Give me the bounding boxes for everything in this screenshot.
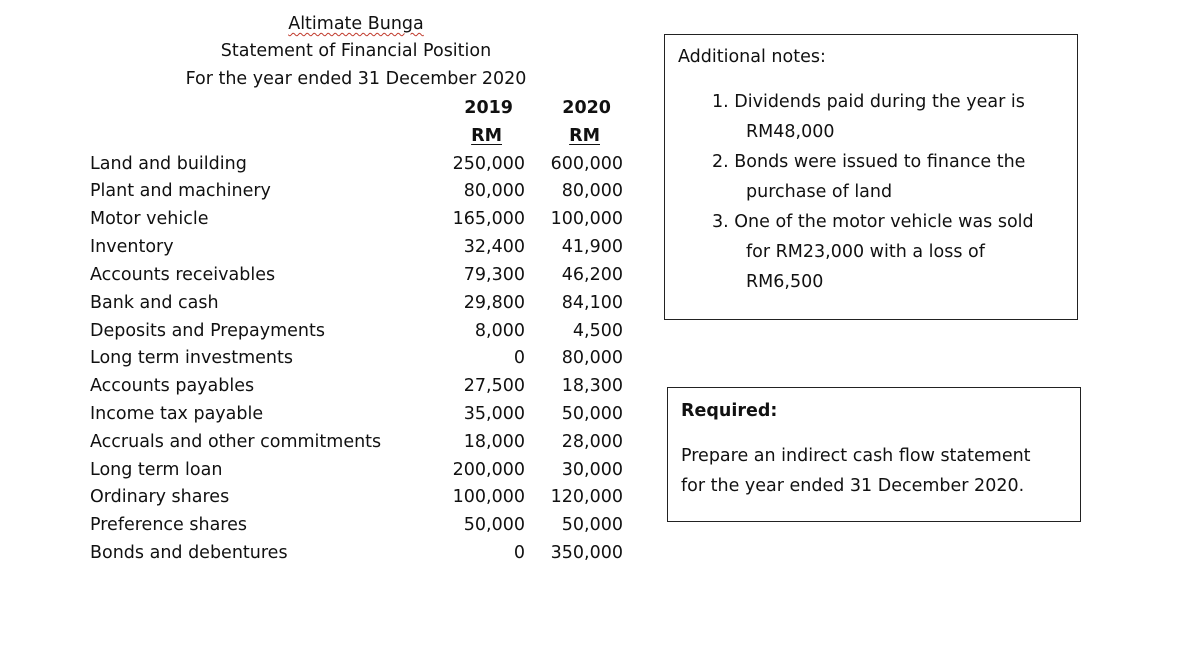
value-2019: 250,000 bbox=[452, 154, 525, 174]
value-2020: 120,000 bbox=[550, 487, 623, 507]
column-currency-2019: RM bbox=[471, 126, 502, 146]
row-label: Motor vehicle bbox=[90, 209, 209, 229]
column-year-2020: 2020 bbox=[562, 98, 611, 118]
table-row bbox=[90, 177, 625, 205]
statement-title: Statement of Financial Position bbox=[220, 41, 492, 61]
row-label: Ordinary shares bbox=[90, 487, 230, 507]
value-2019: 29,800 bbox=[463, 293, 525, 313]
company-name bbox=[160, 10, 552, 38]
value-2020: 41,900 bbox=[561, 237, 623, 257]
additional-notes-box bbox=[664, 34, 1078, 320]
table-row bbox=[90, 205, 625, 233]
table-row bbox=[90, 511, 625, 539]
row-label: Plant and machinery bbox=[90, 181, 271, 201]
table-row bbox=[90, 456, 625, 484]
notes-title: Additional notes: bbox=[678, 47, 826, 67]
value-2019: 79,300 bbox=[463, 265, 525, 285]
row-label: Income tax payable bbox=[90, 404, 264, 424]
table-row bbox=[90, 289, 625, 317]
value-2019: 35,000 bbox=[463, 404, 525, 424]
value-2020: 28,000 bbox=[561, 432, 623, 452]
value-2020: 350,000 bbox=[550, 543, 623, 563]
value-2020: 600,000 bbox=[550, 154, 623, 174]
note-text-continued: RM48,000 bbox=[746, 122, 835, 142]
note-text: 3. One of the motor vehicle was sold bbox=[712, 212, 1034, 232]
value-2020: 84,100 bbox=[561, 293, 623, 313]
table-row bbox=[90, 261, 625, 289]
value-2019: 80,000 bbox=[463, 181, 525, 201]
table-row bbox=[90, 344, 625, 372]
value-2019: 8,000 bbox=[474, 321, 525, 341]
note-item-3 bbox=[712, 207, 1034, 297]
value-2020: 46,200 bbox=[561, 265, 623, 285]
table-row bbox=[90, 539, 625, 567]
row-label: Bonds and debentures bbox=[90, 543, 288, 563]
table-row bbox=[90, 150, 625, 178]
row-label: Accounts payables bbox=[90, 376, 255, 396]
table-row bbox=[90, 372, 625, 400]
value-2019: 27,500 bbox=[463, 376, 525, 396]
value-2020: 18,300 bbox=[561, 376, 623, 396]
value-2020: 30,000 bbox=[561, 460, 623, 480]
note-item-1 bbox=[712, 87, 1025, 147]
table-row bbox=[90, 317, 625, 345]
value-2019: 0 bbox=[513, 348, 525, 368]
required-line-2: for the year ended 31 December 2020. bbox=[681, 476, 1025, 496]
column-year-2019: 2019 bbox=[464, 98, 513, 118]
value-2020: 4,500 bbox=[572, 321, 623, 341]
value-2020: 100,000 bbox=[550, 209, 623, 229]
note-text-continued: purchase of land bbox=[746, 182, 893, 202]
note-item-2 bbox=[712, 147, 1025, 207]
value-2019: 50,000 bbox=[463, 515, 525, 535]
value-2019: 100,000 bbox=[452, 487, 525, 507]
row-label: Accounts receivables bbox=[90, 265, 276, 285]
table-row bbox=[90, 428, 625, 456]
value-2019: 32,400 bbox=[463, 237, 525, 257]
row-label: Deposits and Prepayments bbox=[90, 321, 325, 341]
company-name-text: Altimate Bunga bbox=[288, 14, 424, 34]
required-line-1: Prepare an indirect cash flow statement bbox=[681, 446, 1031, 466]
note-text: 2. Bonds were issued to finance the bbox=[712, 152, 1026, 172]
row-label: Long term investments bbox=[90, 348, 293, 368]
row-label: Land and building bbox=[90, 154, 247, 174]
note-text-continued: RM6,500 bbox=[746, 272, 824, 292]
required-title: Required: bbox=[681, 401, 778, 421]
row-label: Long term loan bbox=[90, 460, 223, 480]
value-2020: 50,000 bbox=[561, 515, 623, 535]
row-label: Preference shares bbox=[90, 515, 247, 535]
value-2020: 80,000 bbox=[561, 181, 623, 201]
value-2019: 0 bbox=[513, 543, 525, 563]
required-instructions bbox=[681, 441, 1031, 501]
table-row bbox=[90, 400, 625, 428]
note-text: 1. Dividends paid during the year is bbox=[712, 92, 1025, 112]
row-label: Accruals and other commitments bbox=[90, 432, 382, 452]
required-box bbox=[667, 387, 1081, 522]
table-row bbox=[90, 483, 625, 511]
row-label: Inventory bbox=[90, 237, 174, 257]
value-2020: 80,000 bbox=[561, 348, 623, 368]
table-row bbox=[90, 233, 625, 261]
note-text-continued: for RM23,000 with a loss of bbox=[746, 242, 985, 262]
statement-period: For the year ended 31 December 2020 bbox=[185, 69, 527, 89]
value-2019: 200,000 bbox=[452, 460, 525, 480]
column-currency-2020: RM bbox=[569, 126, 600, 146]
value-2019: 18,000 bbox=[463, 432, 525, 452]
value-2020: 50,000 bbox=[561, 404, 623, 424]
row-label: Bank and cash bbox=[90, 293, 219, 313]
value-2019: 165,000 bbox=[452, 209, 525, 229]
